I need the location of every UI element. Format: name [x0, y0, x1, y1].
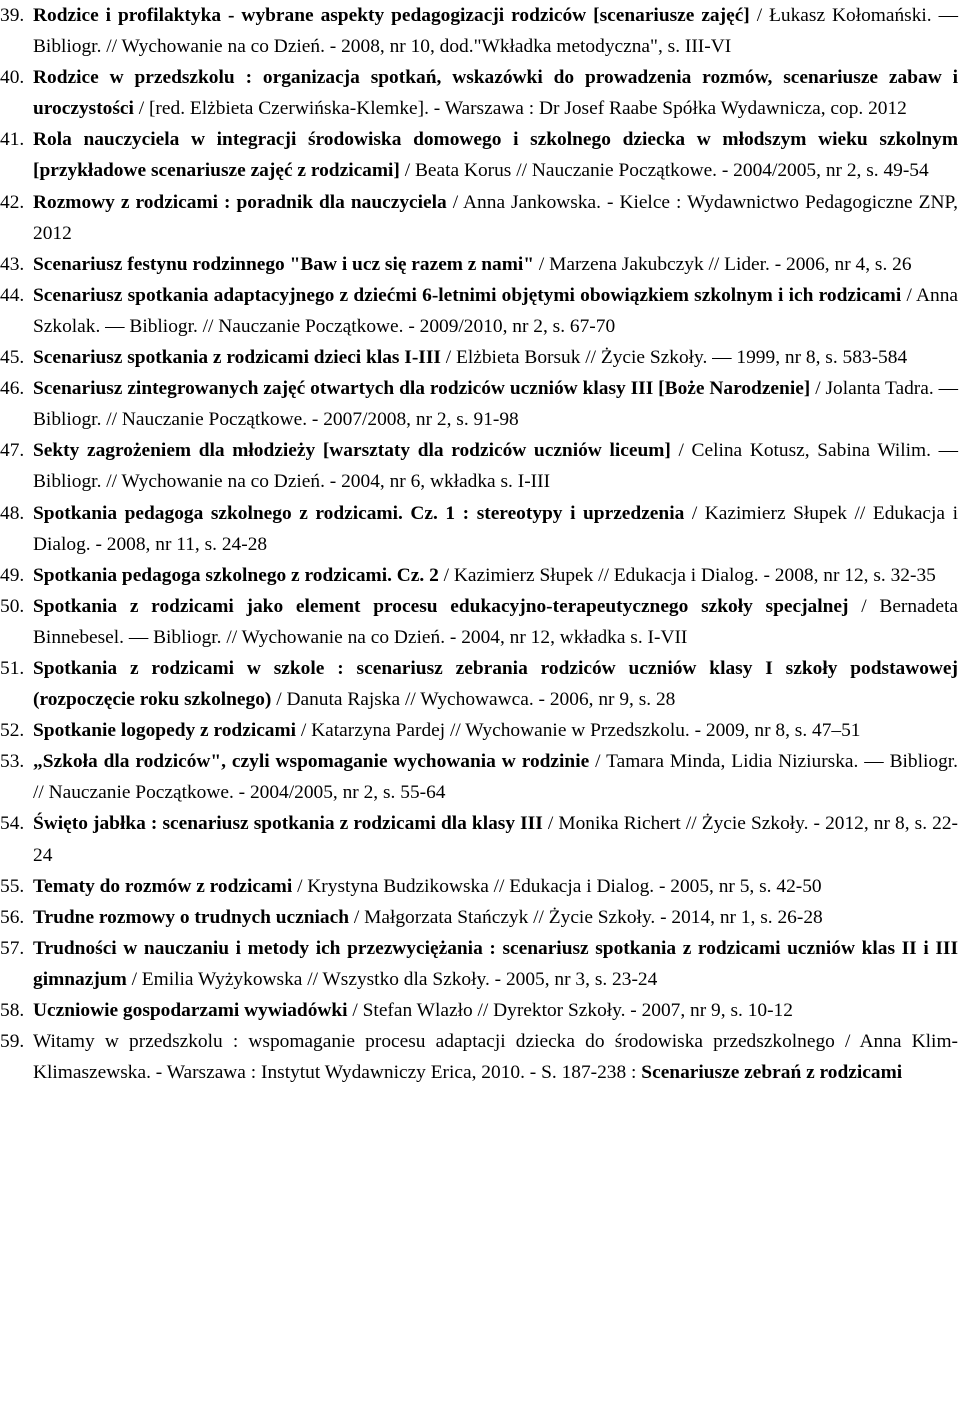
entry-number: 57.	[0, 937, 25, 959]
entry-title: Uczniowie gospodarzami wywiadówki	[33, 1000, 348, 1021]
entry-details: Witamy w przedszkolu : wspomaganie procesu adaptacji dziecka do środowiska przedszkolnego / Anna Klim-Klimaszewska. - Warszawa : Instytut Wydawniczy Erica, 2010. - S. 187-238 :	[33, 1031, 958, 1084]
bibliography-entry	[0, 715, 960, 746]
entry-details: / Marzena Jakubczyk // Lider. - 2006, nr 4, s. 26	[534, 253, 912, 275]
entry-number: 43.	[0, 253, 25, 275]
bibliography-entry	[0, 124, 960, 186]
bibliography-entry	[0, 902, 960, 933]
entry-details: / Emilia Wyżykowska // Wszystko dla Szkoły. - 2005, nr 3, s. 23-24	[126, 968, 658, 990]
bibliography-entry	[0, 1026, 960, 1088]
entry-number: 56.	[0, 906, 25, 928]
entry-details: / Katarzyna Pardej // Wychowanie w Przedszkolu. - 2009, nr 8, s. 47–51	[296, 720, 861, 742]
bibliography-entry	[0, 933, 960, 995]
entry-title: Scenariusz spotkania z rodzicami dzieci klas I-III	[33, 347, 441, 369]
bibliography-entry	[0, 0, 960, 62]
entry-number: 54.	[0, 813, 25, 835]
entry-title: „Szkoła dla rodziców", czyli wspomaganie wychowania w rodzinie	[33, 751, 590, 773]
entry-details: / Krystyna Budzikowska // Edukacja i Dialog. - 2005, nr 5, s. 42-50	[292, 875, 822, 897]
entry-title: Scenariusz zintegrowanych zajęć otwartych dla rodziców uczniów klasy III [Boże Narodzenie]	[33, 378, 811, 400]
entry-number: 39.	[0, 5, 25, 26]
entry-title: Trudności w nauczaniu i metody ich przezwyciężania : scenariusz spotkania z rodzicami uczniów klas II i III gimnazjum	[33, 937, 958, 990]
entry-details: / Jolanta Tadra. — Bibliogr. // Nauczanie Początkowe. - 2007/2008, nr 2, s. 91-98	[33, 378, 958, 431]
entry-number: 58.	[0, 1000, 25, 1021]
entry-title: Scenariusz festynu rodzinnego "Baw i ucz się razem z nami"	[33, 253, 535, 275]
entry-details: / Monika Richert // Życie Szkoły. - 2012, nr 8, s. 22-24	[33, 813, 958, 866]
entry-number: 51.	[0, 657, 25, 679]
entry-details: / Stefan Wlazło // Dyrektor Szkoły. - 2007, nr 9, s. 10-12	[347, 1000, 793, 1021]
bibliography-entry	[0, 342, 960, 373]
entry-details: / Celina Kotusz, Sabina Wilim. — Bibliogr. // Wychowanie na co Dzień. - 2004, nr 6, wkładka s. I-III	[33, 440, 959, 493]
entry-number: 59.	[0, 1031, 25, 1053]
bibliography-entry	[0, 591, 960, 653]
entry-details: / Kazimierz Słupek // Edukacja i Dialog. - 2008, nr 11, s. 24-28	[33, 502, 958, 555]
entry-details: / Łukasz Kołomański. — Bibliogr. // Wychowanie na co Dzień. - 2008, nr 10, dod."Wkładka metodyczna", s. III-VI	[33, 5, 959, 58]
entry-details: / Kazimierz Słupek // Edukacja i Dialog. - 2008, nr 12, s. 32-35	[438, 564, 936, 586]
entry-details: / Elżbieta Borsuk // Życie Szkoły. — 1999, nr 8, s. 583-584	[440, 347, 908, 369]
entry-title: Tematy do rozmów z rodzicami	[33, 875, 293, 897]
entry-title: Rola nauczyciela w integracji środowiska domowego i szkolnego dziecka w młodszym wieku szkolnym [przykładowe scenariusze zajęć z rodzicami]	[33, 129, 958, 182]
entry-number: 48.	[0, 502, 25, 524]
entry-number: 42.	[0, 191, 25, 213]
entry-title: Sekty zagrożeniem dla młodzieży [warsztaty dla rodziców uczniów liceum]	[33, 440, 671, 462]
entry-number: 53.	[0, 751, 25, 773]
bibliography-entry	[0, 373, 960, 435]
entry-details: / Bernadeta Binnebesel. — Bibliogr. // Wychowanie na co Dzień. - 2004, nr 12, wkładka s. I-VII	[33, 595, 958, 648]
entry-subtitle-bold: Scenariusze zebrań z rodzicami	[641, 1062, 903, 1084]
entry-number: 49.	[0, 564, 25, 586]
bibliography-entry	[0, 995, 960, 1026]
entry-details: / [red. Elżbieta Czerwińska-Klemke]. - Warszawa : Dr Josef Raabe Spółka Wydawnicza, cop. 2012	[133, 98, 907, 120]
bibliography-entry	[0, 808, 960, 870]
bibliography-entry	[0, 560, 960, 591]
entry-details: / Małgorzata Stańczyk // Życie Szkoły. - 2014, nr 1, s. 26-28	[349, 906, 823, 928]
entry-details: / Anna Jankowska. - Kielce : Wydawnictwo Pedagogiczne ZNP, 2012	[33, 191, 958, 244]
entry-title: Spotkania z rodzicami jako element procesu edukacyjno-terapeutycznego szkoły specjalnej	[33, 595, 849, 617]
entry-number: 50.	[0, 595, 25, 617]
bibliography-entry	[0, 653, 960, 715]
bibliography-entry	[0, 249, 960, 280]
bibliography-entry	[0, 871, 960, 902]
entry-title: Scenariusz spotkania adaptacyjnego z dziećmi 6-letnimi objętymi obowiązkiem szkolnym i ich rodzicami	[33, 284, 902, 306]
entry-title: Rodzice w przedszkolu : organizacja spotkań, wskazówki do prowadzenia rozmów, scenariusze zabaw i uroczystości	[33, 67, 958, 120]
entry-number: 52.	[0, 720, 25, 742]
entry-number: 45.	[0, 347, 25, 369]
bibliography-entry	[0, 62, 960, 124]
entry-details: / Anna Szkolak. — Bibliogr. // Nauczanie Początkowe. - 2009/2010, nr 2, s. 67-70	[33, 284, 958, 337]
entry-title: Święto jabłka : scenariusz spotkania z rodzicami dla klasy III	[33, 813, 543, 835]
entry-details: / Tamara Minda, Lidia Niziurska. — Bibliogr. // Nauczanie Początkowe. - 2004/2005, nr 2, s. 55-64	[33, 751, 958, 804]
entry-number: 47.	[0, 440, 25, 462]
entry-title: Trudne rozmowy o trudnych uczniach	[33, 906, 350, 928]
entry-title: Spotkania z rodzicami w szkole : scenariusz zebrania rodziców uczniów klasy I szkoły podstawowej (rozpoczęcie roku szkolnego)	[33, 657, 958, 711]
bibliography-entry	[0, 435, 960, 497]
bibliography-entry	[0, 187, 960, 249]
entry-title: Rozmowy z rodzicami : poradnik dla nauczyciela	[33, 191, 447, 213]
bibliography-entry	[0, 280, 960, 342]
entry-number: 46.	[0, 378, 25, 400]
entry-title: Spotkanie logopedy z rodzicami	[33, 720, 297, 742]
bibliography-entry	[0, 498, 960, 560]
entry-title: Spotkania pedagoga szkolnego z rodzicami. Cz. 2	[33, 564, 439, 586]
entry-details: / Beata Korus // Nauczanie Początkowe. - 2004/2005, nr 2, s. 49-54	[399, 160, 929, 182]
entry-details: / Danuta Rajska // Wychowawca. - 2006, nr 9, s. 28	[271, 689, 676, 711]
entry-title: Rodzice i profilaktyka - wybrane aspekty pedagogizacji rodziców [scenariusze zajęć]	[33, 5, 750, 26]
bibliography-entry	[0, 746, 960, 808]
entry-number: 41.	[0, 129, 25, 151]
entry-number: 44.	[0, 284, 25, 306]
entry-number: 55.	[0, 875, 25, 897]
entry-title: Spotkania pedagoga szkolnego z rodzicami. Cz. 1 : stereotypy i uprzedzenia	[33, 502, 685, 524]
entry-number: 40.	[0, 67, 25, 89]
